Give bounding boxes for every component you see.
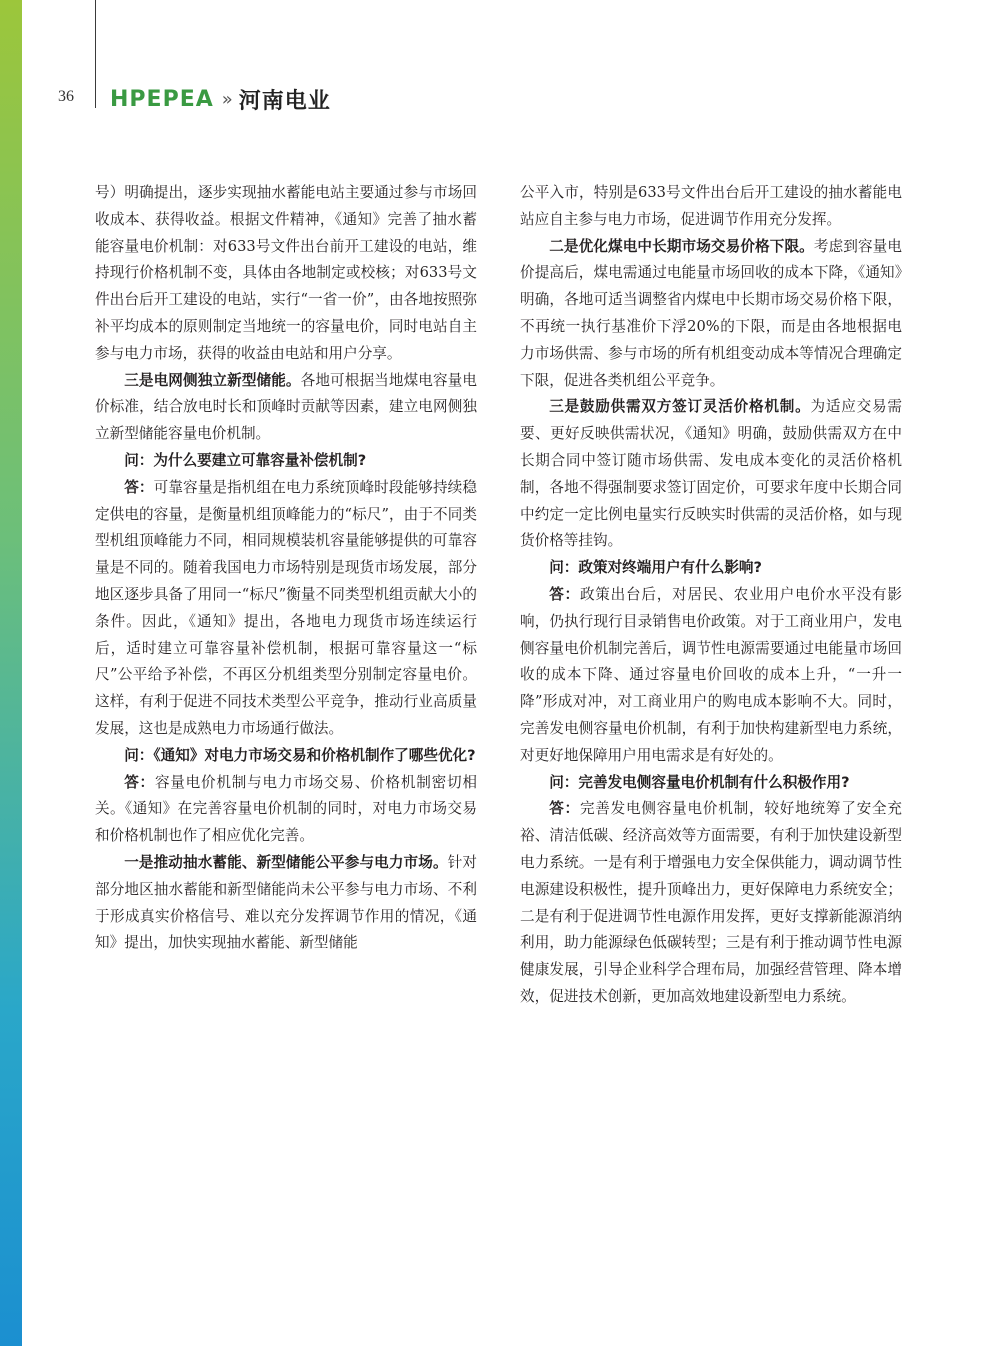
- paragraph-text: 针对部分地区抽水蓄能和新型储能尚未公平参与电力市场、不利于形成真实价格信号、难以充分发挥调节作用的情况，《通知》提出，加快实现抽水蓄能、新型储能: [95, 853, 477, 952]
- answer-label: 答：: [124, 773, 155, 791]
- paragraph: [520, 180, 902, 234]
- answer: [95, 770, 477, 850]
- paragraph-text: 考虑到容量电价提高后，煤电需通过电能量市场回收的成本下降，《通知》明确，各地可适当调整省内煤电中长期市场交易价格下限，不再统一执行基准价下浮20%的下限，而是由各地根据电力市场供需、参与市场的所有机组变动成本等情况合理确定下限，促进各类机组公平竞争。: [520, 237, 902, 389]
- answer-text: 容量电价机制与电力市场交易、价格机制密切相关。《通知》在完善容量电价机制的同时，对电力市场交易和价格机制也作了相应优化完善。: [95, 773, 477, 845]
- answer-label: 答：: [124, 478, 154, 496]
- magazine-logo-chinese: 河南电业: [238, 88, 331, 114]
- magazine-header: [110, 84, 331, 114]
- answer: [520, 796, 902, 1010]
- magazine-logo-latin: HPEPEA: [110, 86, 214, 112]
- paragraph-heading: 三是鼓励供需双方签订灵活价格机制。: [549, 398, 811, 416]
- double-chevron-icon: »: [221, 88, 233, 110]
- paragraph-text: 号）明确提出，逐步实现抽水蓄能电站主要通过参与市场回收成本、获得收益。根据文件精神，《通知》完善了抽水蓄能容量电价机制：对633号文件出台前开工建设的电站，维持现行价格机制不变，具体由各地制定或校核；对633号文件出台后开工建设的电站，实行“一省一价”，由各地按照弥补平均成本的原则制定当地统一的容量电价，同时电站自主参与电力市场，获得的收益由电站和用户分享。: [95, 184, 477, 362]
- answer-text: 政策出台后，对居民、农业用户电价水平没有影响，仍执行现行目录销售电价政策。对于工商业用户，发电侧容量电价机制完善后，调节性电源需要通过电能量市场回收的成本下降、通过容量电价回收的成本上升，“一升一降”形成对冲，对工商业用户的购电成本影响不大。同时，完善发电侧容量电价机制，有利于加快构建新型电力系统，对更好地保障用户用电需求是有好处的。: [520, 585, 902, 764]
- paragraph: [520, 234, 902, 395]
- paragraph-text: 各地可根据当地煤电容量电价标准，结合放电时长和顶峰时贡献等因素，建立电网侧独立新型储能容量电价机制。: [95, 371, 477, 443]
- paragraph: [95, 850, 477, 957]
- answer-text: 完善发电侧容量电价机制，较好地统筹了安全充裕、清洁低碳、经济高效等方面需要，有利于加快建设新型电力系统。一是有利于增强电力安全保供能力，调动调节性电源建设积极性，提升顶峰出力，更好保障电力系统安全；二是有利于促进调节性电源作用发挥，更好支撑新能源消纳利用，助力能源绿色低碳转型；三是有利于推动调节性电源健康发展，引导企业科学合理布局，加强经营管理、降本增效，促进技术创新，更加高效地建设新型电力系统。: [520, 800, 902, 1005]
- page-number: 36: [58, 88, 74, 105]
- answer-label: 答：: [549, 800, 580, 818]
- answer: [95, 475, 477, 743]
- paragraph: [95, 180, 477, 368]
- header-divider: [95, 0, 96, 108]
- question-text: 问：为什么要建立可靠容量补偿机制?: [124, 451, 367, 469]
- paragraph: [520, 394, 902, 555]
- question: [520, 770, 902, 797]
- question: [95, 448, 477, 475]
- answer: [520, 582, 902, 770]
- question-text: 问：完善发电侧容量电价机制有什么积极作用?: [549, 773, 850, 791]
- paragraph-text: 为适应交易需要、更好反映供需状况，《通知》明确，鼓励供需双方在中长期合同中签订随市场供需、发电成本变化的灵活价格机制，各地不得强制要求签订固定价，可要求年度中长期合同中约定一定比例电量实行反映实时供需的灵活价格，如与现货价格等挂钩。: [520, 398, 902, 550]
- question: [520, 555, 902, 582]
- right-column: [520, 180, 902, 1011]
- question: [95, 743, 477, 770]
- paragraph: [95, 368, 477, 448]
- question-text: 问：《通知》对电力市场交易和价格机制作了哪些优化?: [124, 746, 476, 764]
- answer-label: 答：: [549, 585, 580, 603]
- paragraph-heading: 一是推动抽水蓄能、新型储能公平参与电力市场。: [124, 853, 448, 871]
- answer-text: 可靠容量是指机组在电力系统顶峰时段能够持续稳定供电的容量，是衡量机组顶峰能力的“标尺”，由于不同类型机组顶峰能力不同，相同规模装机容量能够提供的可靠容量是不同的。随着我国电力市场特别是现货市场发展，部分地区逐步具备了用同一“标尺”衡量不同类型机组贡献大小的条件。因此，《通知》提出，各地电力现货市场连续运行后，适时建立可靠容量补偿机制，根据可靠容量这一“标尺”公平给予补偿，不再区分机组类型分别制定容量电价。这样，有利于促进不同技术类型公平竞争，推动行业高质量发展，这也是成熟电力市场通行做法。: [95, 478, 477, 737]
- side-color-bar: [0, 0, 22, 1346]
- left-column: [95, 180, 477, 957]
- paragraph-text: 公平入市，特别是633号文件出台后开工建设的抽水蓄能电站应自主参与电力市场，促进调节作用充分发挥。: [520, 184, 902, 228]
- question-text: 问：政策对终端用户有什么影响?: [549, 559, 762, 577]
- paragraph-heading: 二是优化煤电中长期市场交易价格下限。: [549, 237, 814, 255]
- paragraph-heading: 三是电网侧独立新型储能。: [124, 371, 301, 389]
